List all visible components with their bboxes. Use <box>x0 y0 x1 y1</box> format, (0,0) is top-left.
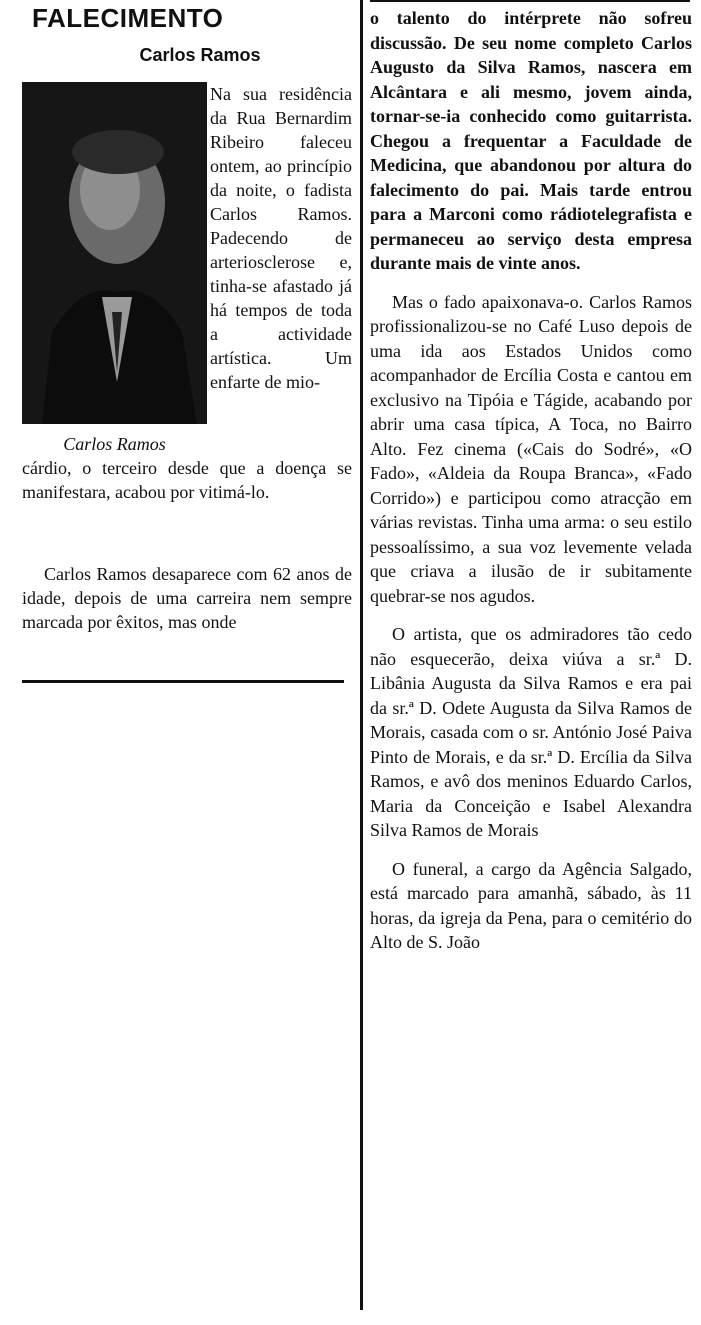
article-paragraph-funeral: O funeral, a cargo da Agência Salgado, está marcado para amanhã, sábado, às 11 horas, da igreja da Pena, para o cemitério do Alto de S. João <box>370 858 692 952</box>
obituary-headline: Carlos Ramos <box>139 45 261 65</box>
article-paragraph-intro: Na sua residência da Rua Bernardim Ribeiro faleceu ontem, ao princípio da noite, o fadista Carlos Ramos. Padecendo de arteriosclerose e, tinha-se afastado já há tempos de toda a actividade artística. Um enfarte de mio- <box>210 84 352 392</box>
article-paragraph-career-cont: o talento do intérprete não sofreu discussão. De seu nome completo Carlos Augusto da Silva Ramos, nascera em Alcântara e ali mesmo, jovem ainda, tornar-se-ia conhecido como guitarrista. Chegou a frequentar a Faculdade de Medicina, que abandonou por altura do falecimento do pai. Mais tarde entrou para a Marconi como rádiotelegrafista e permaneceu ao serviço desta empresa durante mais de vinte anos. <box>370 8 692 273</box>
right-column <box>370 0 692 1310</box>
article-paragraph-career: Carlos Ramos desaparece com 62 anos de idade, depois de uma carreira nem sempre marcada por êxitos, mas onde <box>22 564 352 632</box>
article-paragraph-family: O artista, que os admiradores tão cedo não esquecerão, deixa viúva a sr.ª D. Libânia Augusta da Silva Ramos e era pai da sr.ª D. Odete Augusta da Silva Ramos de Morais, casada com o sr. António José Paiva Pinto de Morais, e da sr.ª D. Ercília da Silva Ramos, e avô dos meninos Eduardo Carlos, Maria da Conceição e Isabel Alexandra Silva Ramos de Morais <box>370 624 692 840</box>
article-end-rule <box>22 680 344 683</box>
article-paragraph-intro-cont: cárdio, o terceiro desde que a doença se manifestara, acabou por vitimá-lo. <box>22 458 352 502</box>
left-column <box>22 0 352 700</box>
section-title: FALECIMENTO <box>32 3 224 33</box>
article-paragraph-fado: Mas o fado apaixonava-o. Carlos Ramos profissionalizou-se no Café Luso depois de uma ida aos Estados Unidos como acompanhador de Ercília Costa e cantou em exclusivo na Tipóia e Tágide, acabando por abrir uma casa típica, A Toca, no Bairro Alto. Fez cinema («Cais do Sodré», «O Fado», «Aldeia da Roupa Branca», «Fado Corrido») e participou como atracção em várias revistas. Tinha uma arma: o seu estilo pessoalíssimo, a sua voz levemente velada que criava a ilusão de ir subitamente quebrar-se nos agudos. <box>370 291 692 606</box>
photo-caption: Carlos Ramos <box>63 434 166 454</box>
portrait-photo <box>22 82 207 424</box>
column-divider <box>360 0 363 1310</box>
